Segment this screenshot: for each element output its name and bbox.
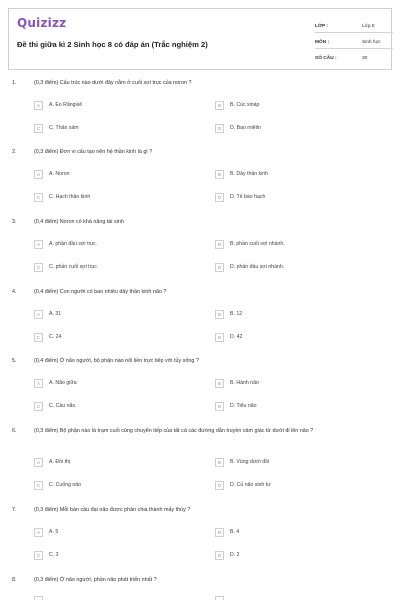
option-text: D. Bao miêlin — [230, 125, 261, 131]
question-text: (0,4 điểm) Con người có bao nhiêu dây thần kinh não ? — [34, 289, 167, 295]
option-text: B. Dây thần kinh — [230, 171, 269, 177]
option-letter-box: C — [34, 402, 43, 411]
question-number: 8. — [12, 577, 17, 583]
option-letter-box: B — [215, 101, 224, 110]
option-letter-box: C — [34, 263, 43, 272]
option-letter-box: D — [215, 263, 224, 272]
option-letter-box: B — [215, 240, 224, 249]
option-letter-box: B — [215, 528, 224, 537]
option-letter-box: D — [215, 124, 224, 133]
question-text: (0,3 điểm) Đơn vị cấu tạo nên hệ thần kinh là gì ? — [34, 149, 153, 155]
divider — [315, 48, 393, 49]
question-text: (0,3 điểm) Bộ phận nào là trạm cuối cùng chuyển tiếp của tất cả các đường dẫn truyền cảm giác từ dưới đi lên não ? — [34, 428, 314, 434]
option-text: C. Thân xám — [49, 125, 79, 131]
option-letter-box: A — [34, 458, 43, 467]
option-letter-box: C — [34, 551, 43, 560]
option-letter-box: D — [215, 333, 224, 342]
option-text: A. phần đầu sợi trục. — [49, 241, 98, 247]
question-2 — [0, 149, 400, 219]
option-letter-box: D — [215, 481, 224, 490]
option-letter-box: D — [215, 551, 224, 560]
option-text: C. 24 — [49, 334, 62, 340]
option-letter-box: B — [215, 310, 224, 319]
option-text: A. 5 — [49, 529, 59, 535]
question-number: 2. — [12, 149, 17, 155]
question-number: 3. — [12, 219, 17, 225]
option-text: D. 2 — [230, 552, 240, 558]
option-letter-box[interactable] — [215, 596, 224, 600]
option-text: C. Cuống não — [49, 482, 82, 488]
question-text: (0,3 điểm) Ở não người, phần não phát triển nhất ? — [34, 577, 157, 583]
question-4 — [0, 289, 400, 359]
option-letter-box: A — [34, 310, 43, 319]
question-number: 7. — [12, 507, 17, 513]
option-letter-box: B — [215, 170, 224, 179]
option-letter-box: C — [34, 333, 43, 342]
option-text: C. phần cuối sợi trục. — [49, 264, 99, 270]
divider — [315, 32, 393, 33]
meta-value: 30 — [362, 56, 368, 61]
option-letter-box: C — [34, 193, 43, 202]
question-number: 1. — [12, 80, 17, 86]
question-text: (0,3 điểm) Cấu trúc nào dưới đây nằm ở cuối sợi trục của noron ? — [34, 80, 192, 86]
option-letter-box: B — [215, 379, 224, 388]
option-letter-box: A — [34, 379, 43, 388]
option-letter-box: A — [34, 528, 43, 537]
option-text: A. 31 — [49, 311, 62, 317]
option-letter-box[interactable] — [34, 596, 43, 600]
meta-value: Lớp 8 — [362, 24, 375, 29]
question-8 — [0, 577, 400, 600]
option-text: D. phần đầu sợi nhánh. — [230, 264, 285, 270]
question-text: (0,4 điểm) Noron có khả năng tái sinh — [34, 219, 124, 225]
question-text: (0,3 điểm) Mỗi bán cầu đại não được phân chia thành mấy thùy ? — [34, 507, 191, 513]
question-7 — [0, 507, 400, 577]
worksheet-title: Đề thi giữa kì 2 Sinh học 8 có đáp án (Trắc nghiệm 2) — [17, 40, 208, 49]
question-text: (0,4 điểm) Ở não người, bộ phận nào nối liền trực tiếp với tủy sống ? — [34, 358, 199, 364]
question-6 — [0, 428, 400, 498]
option-letter-box: A — [34, 240, 43, 249]
meta-label: MÔN : — [315, 40, 330, 45]
option-letter-box: A — [34, 170, 43, 179]
option-letter-box: A — [34, 101, 43, 110]
question-number: 4. — [12, 289, 17, 295]
option-text: A. Eo Răngviê — [49, 102, 83, 108]
option-text: D. Tế bào hạch — [230, 194, 266, 200]
option-letter-box: B — [215, 458, 224, 467]
option-text: B. phần cuối sợi nhánh. — [230, 241, 285, 247]
option-text: D. 42 — [230, 334, 243, 340]
option-text: C. 3 — [49, 552, 59, 558]
option-text: C. Cầu não — [49, 403, 76, 409]
option-text: B. Vùng dưới đồi — [230, 459, 270, 465]
question-number: 6. — [12, 428, 17, 434]
option-letter-box: D — [215, 193, 224, 202]
option-text: B. Cúc xináp — [230, 102, 260, 108]
meta-label: LỚP : — [315, 24, 329, 29]
question-3 — [0, 219, 400, 289]
question-5 — [0, 358, 400, 428]
option-text: D. Củ não sinh tư — [230, 482, 271, 488]
option-text: A. Não giữa — [49, 380, 77, 386]
meta-label: SỐ CÂU : — [315, 56, 337, 61]
option-text: A. Noron — [49, 171, 70, 177]
option-text: A. Đồi thị — [49, 459, 71, 465]
quizizz-logo[interactable]: Quizizz — [17, 16, 67, 30]
option-letter-box: C — [34, 124, 43, 133]
option-text: B. 4 — [230, 529, 240, 535]
meta-value: Sinh học — [362, 40, 381, 45]
option-letter-box: C — [34, 481, 43, 490]
option-text: B. Hành não — [230, 380, 259, 386]
question-number: 5. — [12, 358, 17, 364]
option-text: B. 12 — [230, 311, 243, 317]
option-text: C. Hạch thần kinh — [49, 194, 91, 200]
option-text: D. Tiểu não — [230, 403, 257, 409]
option-letter-box: D — [215, 402, 224, 411]
question-1 — [0, 80, 400, 150]
worksheet-header — [8, 8, 392, 70]
